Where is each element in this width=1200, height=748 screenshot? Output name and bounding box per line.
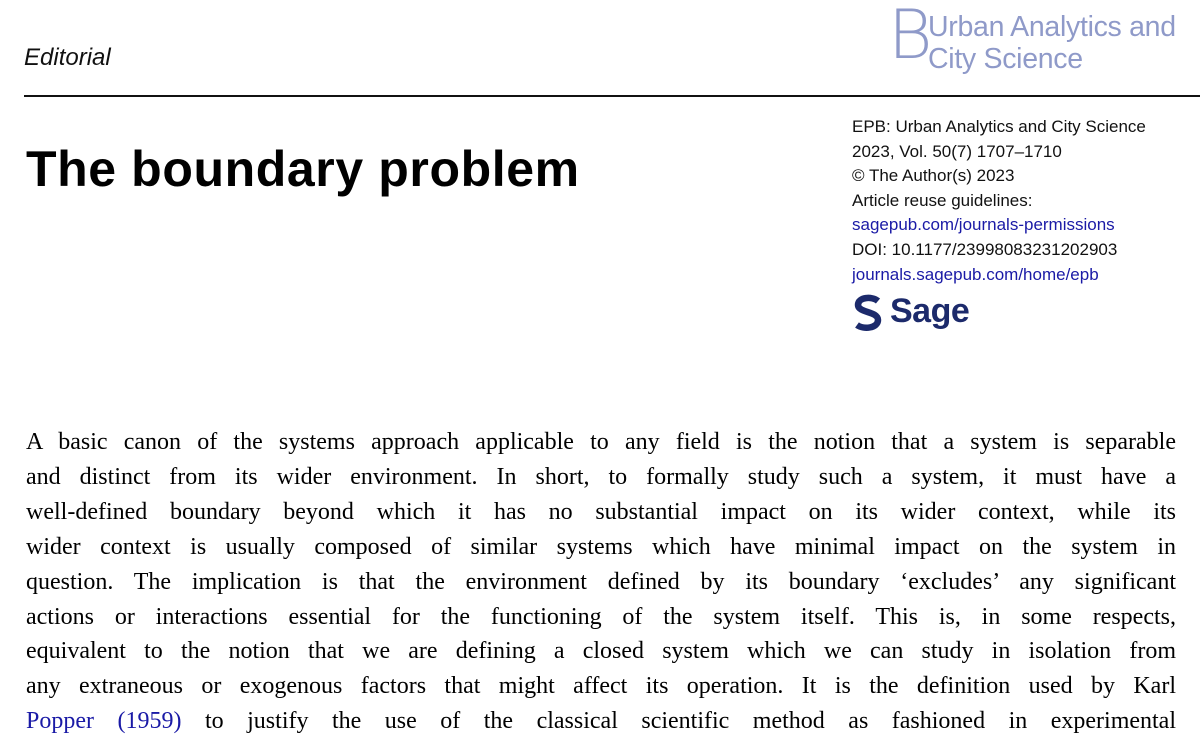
journal-logo-name-line2: City Science <box>928 43 1083 75</box>
body-line: wider context is usually composed of similar systems which have minimal impact on the system in <box>26 533 1176 560</box>
meta-copyright: © The Author(s) 2023 <box>852 166 1015 186</box>
sage-wordmark: Sage <box>890 292 970 330</box>
meta-reuse-label: Article reuse guidelines: <box>852 190 1033 210</box>
body-line: any extraneous or exogenous factors that might affect its operation. It is the definition used by Karl <box>26 673 1176 700</box>
body-line: actions or interactions essential for the functioning of the system itself. This is, in some respects, <box>26 603 1176 630</box>
article-body <box>26 425 1176 739</box>
journal-logo-name <box>928 11 1200 75</box>
sage-s-icon <box>852 294 884 332</box>
body-line-last-text: to justify the use of the classical scientific method as fashioned in experimental <box>181 708 1177 735</box>
journal-logo-name-line1: Urban Analytics and <box>928 11 1176 43</box>
section-label: Editorial <box>24 44 111 71</box>
journal-logo-letter: B <box>888 0 933 75</box>
meta-volume: 2023, Vol. 50(7) 1707–1710 <box>852 141 1062 161</box>
citation-link-popper[interactable]: Popper (1959) <box>26 708 182 735</box>
body-line: well-defined boundary beyond which it has no substantial impact on its wider context, while its <box>26 498 1176 525</box>
meta-doi: DOI: 10.1177/23998083231202903 <box>852 239 1118 259</box>
body-line-last <box>26 704 1176 739</box>
journal-home-link[interactable]: journals.sagepub.com/home/epb <box>852 264 1099 284</box>
body-line: equivalent to the notion that we are defining a closed system which we can study in isolation from <box>26 638 1176 665</box>
meta-journal: EPB: Urban Analytics and City Science <box>852 117 1146 136</box>
body-line: A basic canon of the systems approach applicable to any field is the notion that a system is separable <box>26 429 1176 455</box>
article-title: The boundary problem <box>26 141 580 197</box>
permissions-link[interactable]: sagepub.com/journals-permissions <box>852 215 1115 235</box>
header-divider <box>24 95 1200 97</box>
article-metadata <box>852 115 1192 287</box>
body-line: and distinct from its wider environment. In short, to formally study such a system, it must have a <box>26 463 1176 490</box>
body-line: question. The implication is that the environment defined by its boundary ‘excludes’ any significant <box>26 568 1176 595</box>
